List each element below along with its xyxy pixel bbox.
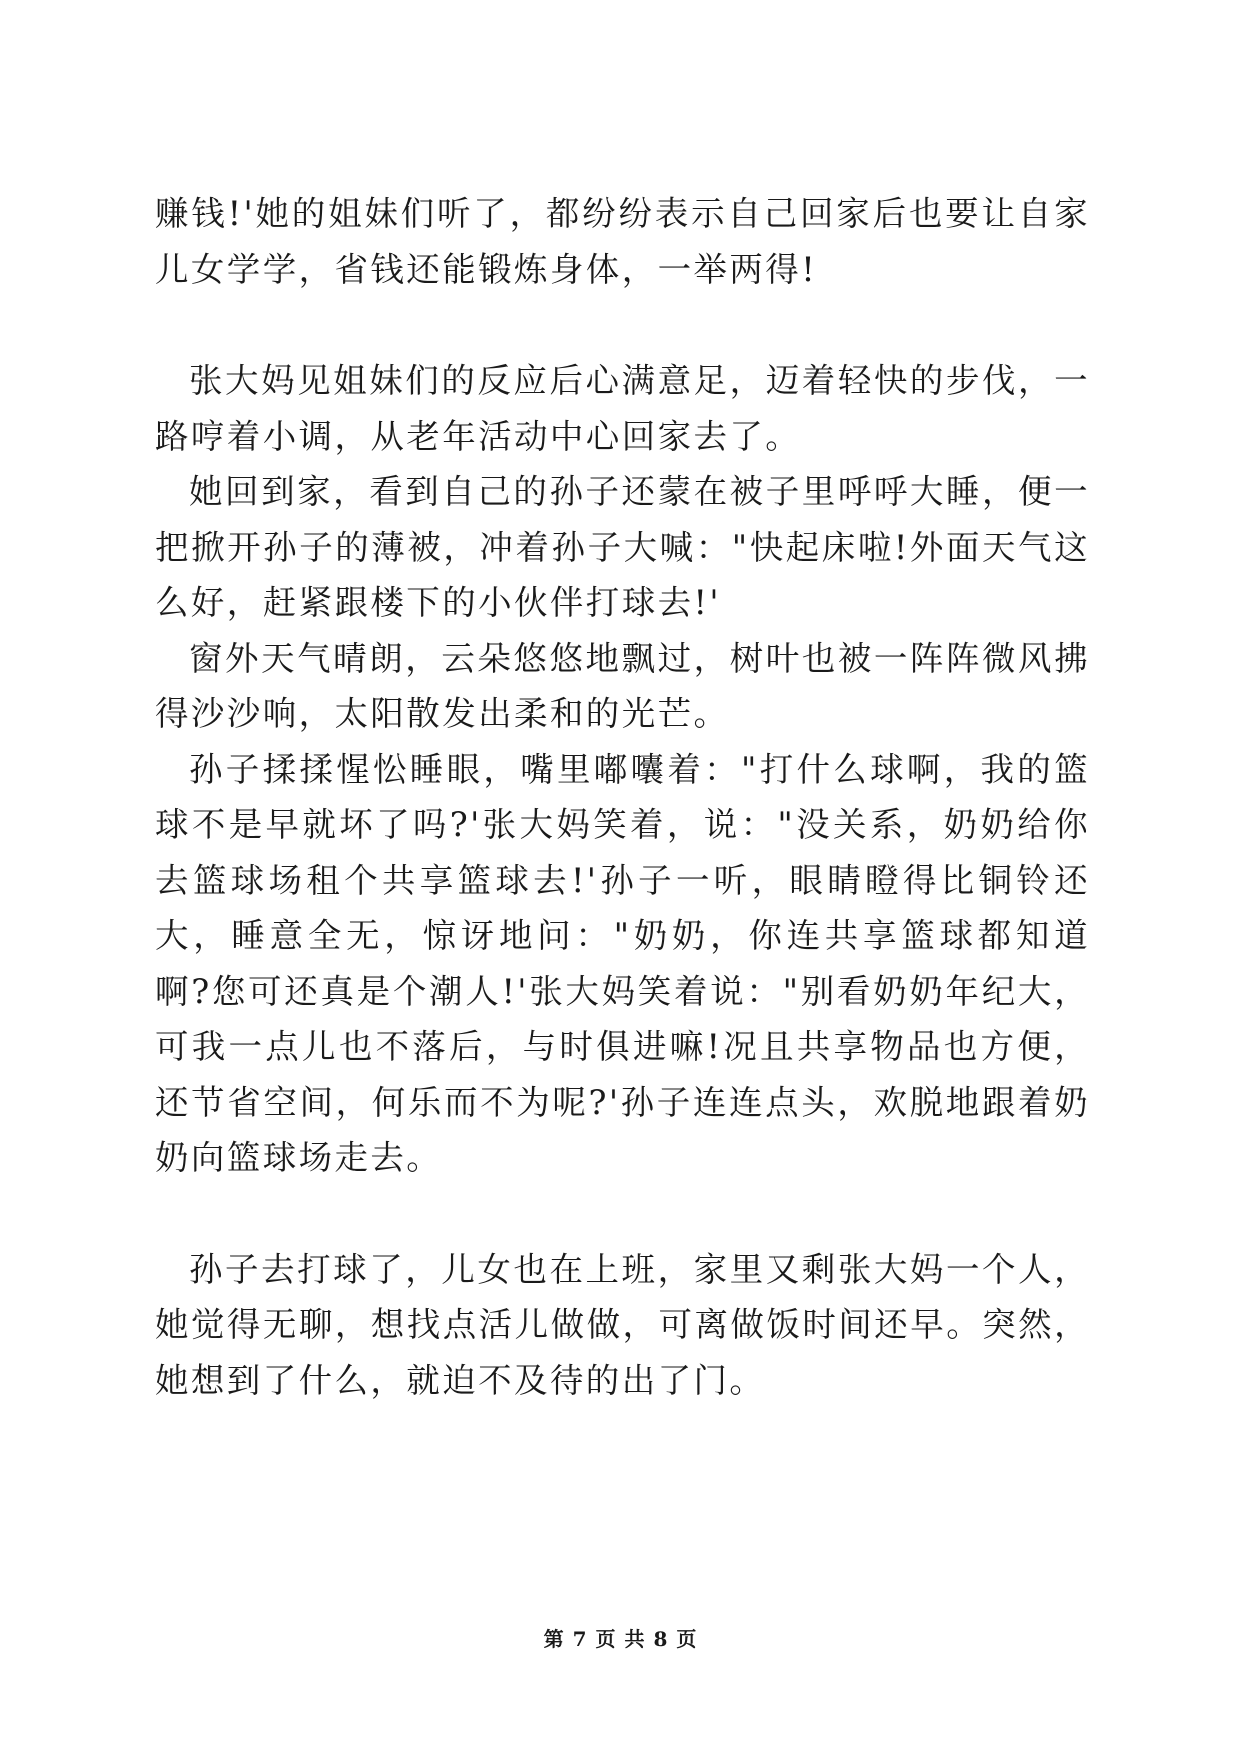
paragraph-gap	[155, 1186, 1090, 1242]
document-body	[155, 186, 1090, 1408]
paragraph-gap	[155, 297, 1090, 353]
paragraph-1: 赚钱!'她的姐妹们听了，都纷纷表示自己回家后也要让自家儿女学学，省钱还能锻炼身体，一举两得!	[155, 194, 1090, 289]
paragraph-3: 她回到家，看到自己的孙子还蒙在被子里呼呼大睡，便一把掀开孙子的薄被，冲着孙子大喊："快起床啦!外面天气这么好，赶紧跟楼下的小伙伴打球去!'	[155, 472, 1090, 622]
paragraph-4: 窗外天气晴朗，云朵悠悠地飘过，树叶也被一阵阵微风拂得沙沙响，太阳散发出柔和的光芒。	[155, 638, 1090, 733]
page-number-footer: 第 7 页 共 8 页	[543, 1627, 698, 1651]
paragraph-2: 张大妈见姐妹们的反应后心满意足，迈着轻快的步伐，一路哼着小调，从老年活动中心回家去了。	[155, 361, 1090, 456]
paragraph-5: 孙子揉揉惺忪睡眼，嘴里嘟囔着："打什么球啊，我的篮球不是早就坏了吗?'张大妈笑着，说："没关系，奶奶给你去篮球场租个共享篮球去!'孙子一听，眼睛瞪得比铜铃还大，睡意全无，惊讶地问："奶奶，你连共享篮球都知道啊?您可还真是个潮人!'张大妈笑着说："别看奶奶年纪大，可我一点儿也不落后，与时俱进嘛!况且共享物品也方便，还节省空间，何乐而不为呢?'孙子连连点头，欢脱地跟着奶奶向篮球场走去。	[155, 749, 1090, 1177]
paragraph-6: 孙子去打球了，儿女也在上班，家里又剩张大妈一个人，她觉得无聊，想找点活儿做做，可离做饭时间还早。突然，她想到了什么，就迫不及待的出了门。	[155, 1249, 1090, 1400]
